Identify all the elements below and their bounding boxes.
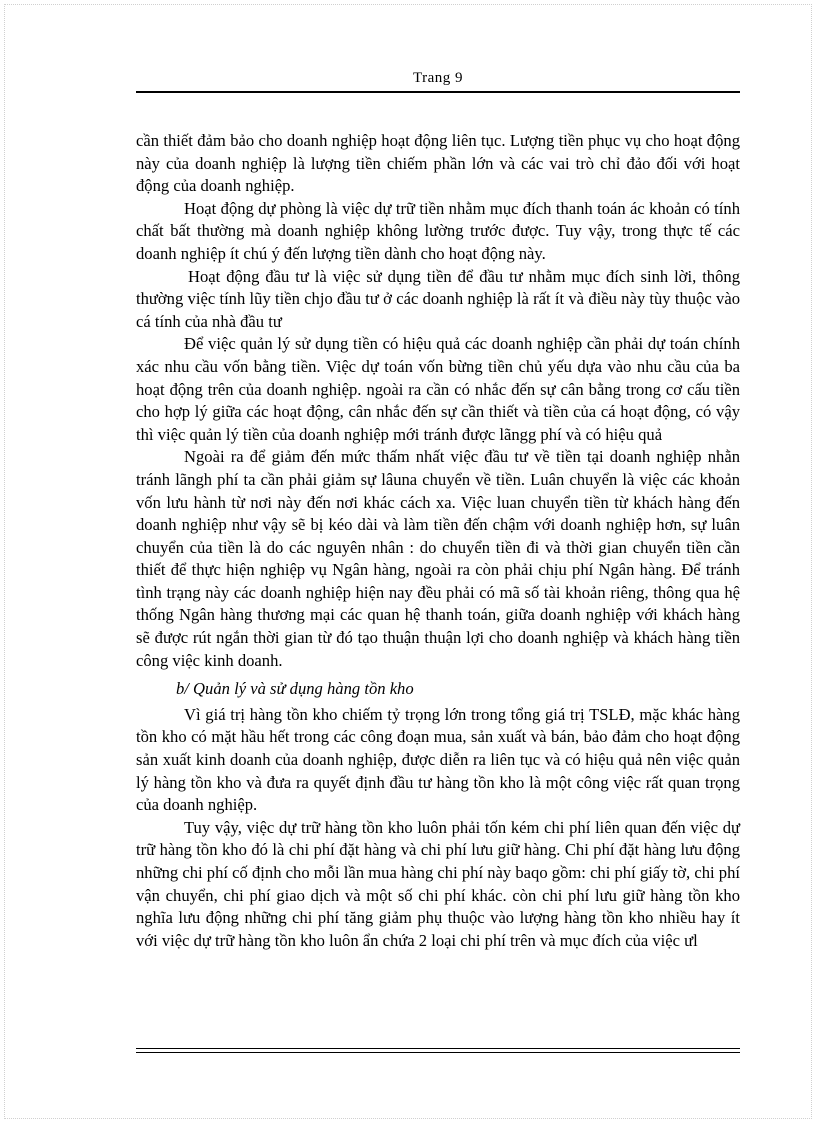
paragraph-inventory-value: Vì giá trị hàng tồn kho chiếm tỷ trọng lớn trong tổng giá trị TSLĐ, mặc khác hàng tồn kho có mặt hầu hết trong các công đoạn mua, sản xuất và bán, bảo đảm cho hoạt động sản xuất kinh doanh của doanh nghiệp, được diễn ra liên tục và có hiệu quả nên việc quản lý hàng tồn kho và đưa ra quyết định đầu tư hàng tồn kho là một công việc rất quan trọng của doanh nghiệp. (136, 704, 740, 815)
paragraph-continuation: cần thiết đảm bảo cho doanh nghiệp hoạt động liên tục. Lượng tiền phục vụ cho hoạt động này của doanh nghiệp là lượng tiền chiếm phần lớn và các vai trò chỉ đảo đối với hoạt động của doanh nghiệp. (136, 131, 740, 196)
paragraph-inventory-costs: Tuy vậy, việc dự trữ hàng tồn kho luôn phải tốn kém chi phí liên quan đến việc dự trữ hàng tồn kho đó là chi phí đặt hàng và chi phí lưu giữ hàng. Chi phí đặt hàng lưu động những chi phí cố định cho mỗi lần mua hàng chi phí này baqo gồm: chi phí giấy tờ, chi phí vận chuyển, chi phí giao dịch và một số chi phí khác. còn chi phí lưu giữ hàng tồn kho nghĩa lưu động những chi phí tăng giảm phụ thuộc vào lượng hàng tồn kho nhiều hay ít với việc dự trữ hàng tồn kho luôn ẩn chứa 2 loại chi phí trên và mục đích của việc ưl (136, 817, 740, 950)
page-header: Trang 9 (412, 70, 464, 86)
header-rule (136, 91, 740, 93)
footer-rule (136, 1048, 740, 1053)
paragraph-contingency: Hoạt động dự phòng là việc dự trữ tiền nhằm mục đích thanh toán ác khoản có tính chất bất thường mà doanh nghiệp không lường trước được. Tuy vậy, trong thực tế các doanh nghiệp ít chú ý đến lượng tiền dành cho hoạt động này. (136, 198, 740, 263)
paragraph-investment: Hoạt động đầu tư là việc sử dụng tiền để đầu tư nhằm mục đích sinh lời, thông thường việc tính lũy tiền chjo đầu tư ở các doanh nghiệp là rất ít và điều này tùy thuộc vào cá tính của nhà đầu tư (136, 266, 740, 331)
paragraph-cash-transfer: Ngoài ra để giảm đến mức thấm nhất việc đầu tư về tiền tại doanh nghiệp nhằn tránh lãngh phí ta cần phải giảm sự lâuna chuyển về tiền. Luân chuyển là việc các khoản vốn lưu hành từ nơi này đến nơi khác cách xa. Việc luan chuyển tiền từ khách hàng đến doanh nghiệp như vậy sẽ bị kéo dài và làm tiền đến chậm với doanh nghiệp hơn, sự luân chuyển của tiền là do các nguyên nhân : do chuyển tiền đi và thời gian chuyển tiền cần thiết để thực hiện nghiệp vụ Ngân hàng, ngoài ra còn phải chịu phí Ngân hàng. Để tránh tình trạng này các doanh nghiệp hiện nay đều phải có mã số tài khoản riêng, thông qua hệ thống Ngân hàng thương mại các quan hệ thanh toán, giữa doanh nghiệp với khách hàng sẽ được rút ngắn thời gian từ đó tạo thuận thuận lợi cho doanh nghiệp và khách hàng tiền công việc kinh doanh. (136, 447, 740, 670)
document-body (136, 130, 740, 952)
paragraph-cash-forecast: Để việc quản lý sử dụng tiền có hiệu quả các doanh nghiệp cần phải dự toán chính xác nhu cầu vốn bằng tiền. Việc dự toán vốn bừng tiền chủ yếu dựa vào nhu cầu của ba hoạt động trên của doanh nghiệp. ngoài ra cần có nhắc đến sự cân bằng trong cơ cấu tiền cho hợp lý giữa các hoạt động, cân nhắc đến sự cần thiết và tiền của cá hoạt động, có vậy thì việc quản lý tiền của doanh nghiệp mới tránh được lãngg phí và có hiệu quả (136, 334, 740, 444)
section-heading: b/ Quản lý và sử dụng hàng tồn kho (176, 679, 414, 699)
